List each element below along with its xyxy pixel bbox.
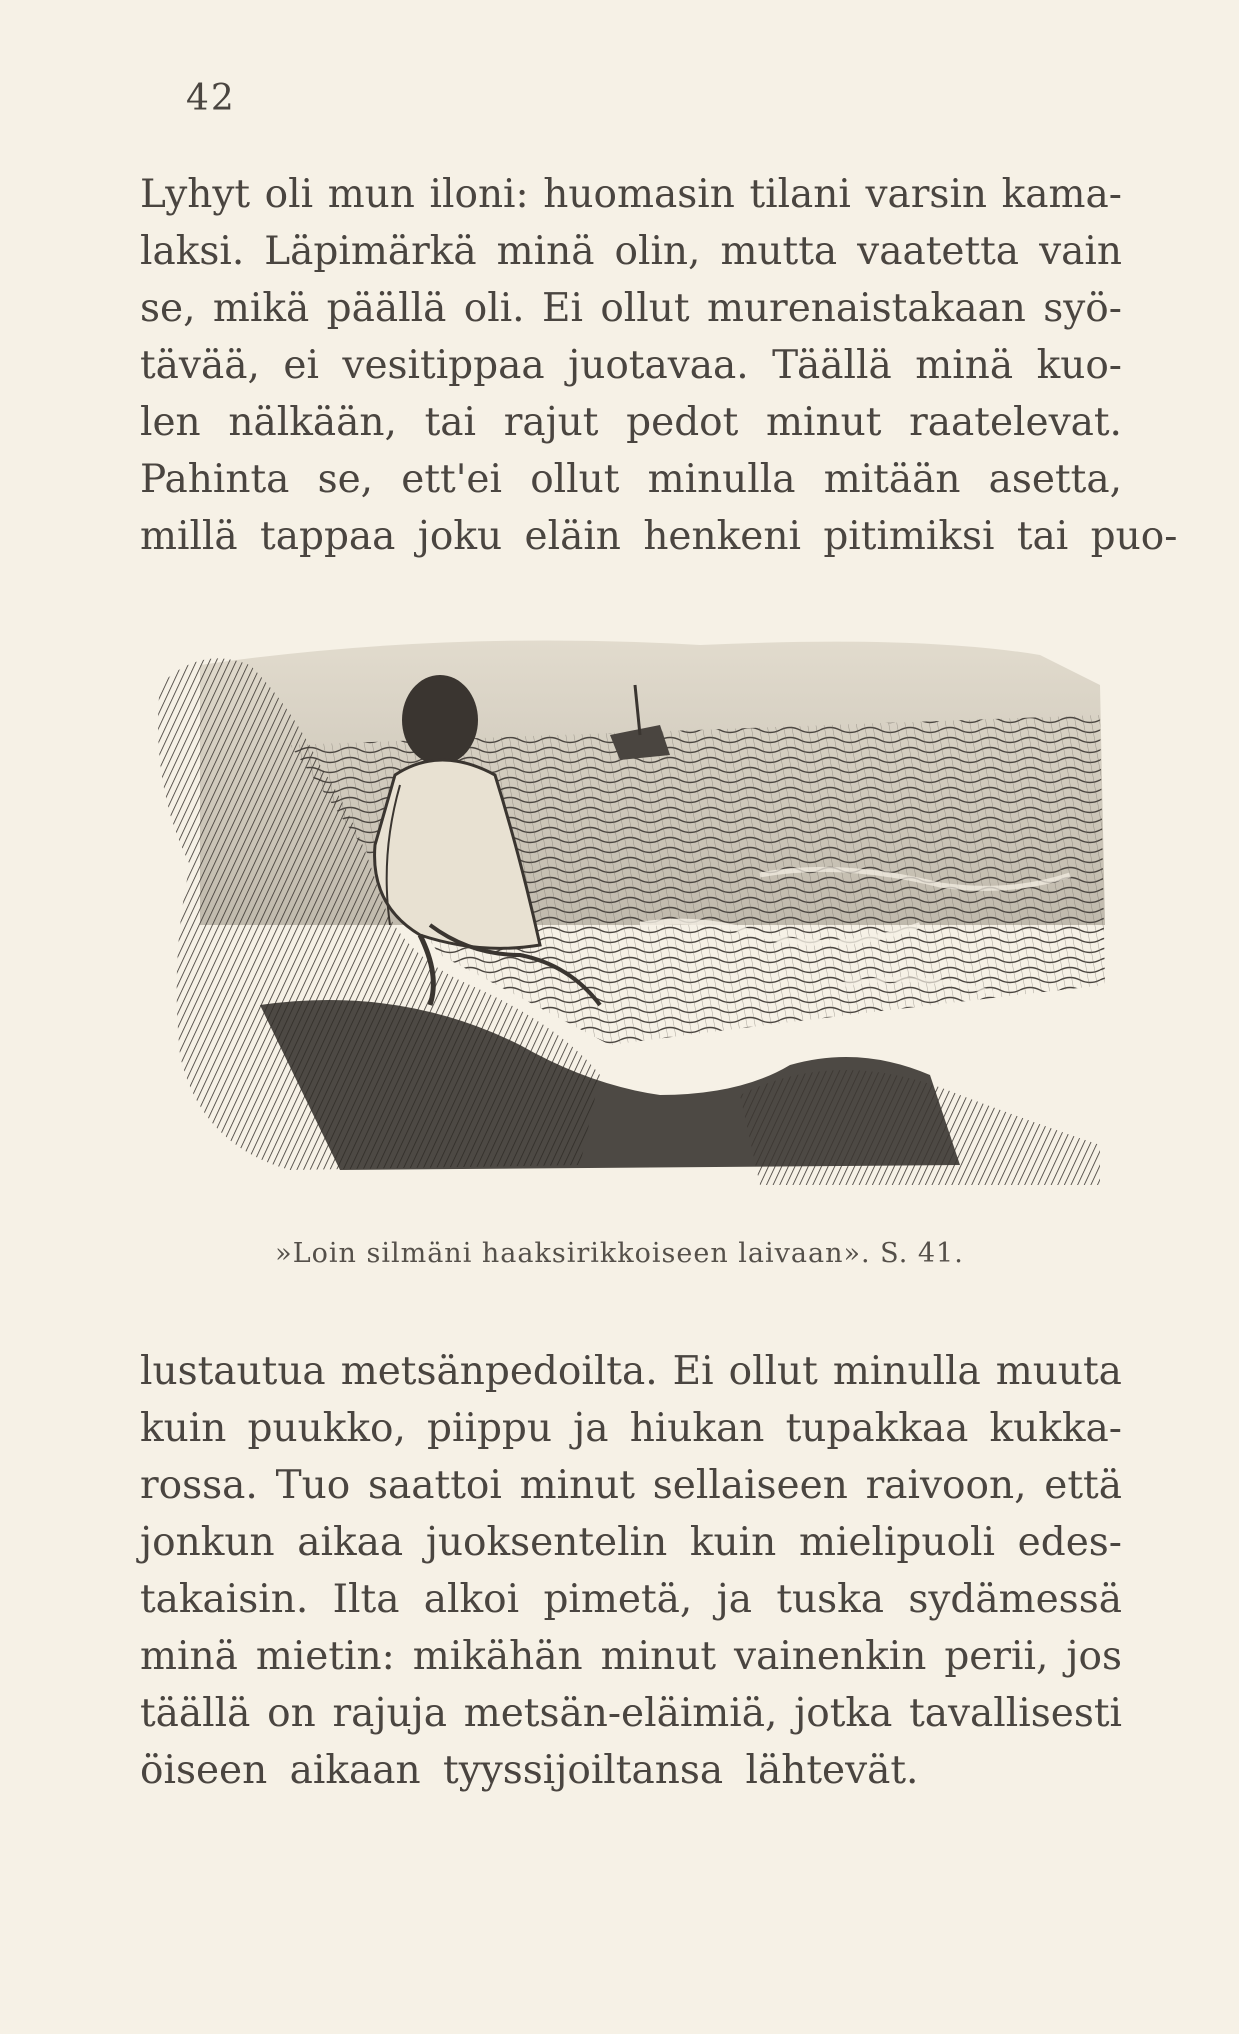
- text-line: lustautua metsänpedoilta. Ei ollut minulla muuta: [140, 1349, 1122, 1394]
- illustration-caption: »Loin silmäni haaksirikkoiseen laivaan». S. 41.: [275, 1238, 964, 1269]
- text-line: minä mietin: mikähän minut vainenkin perii, jos: [140, 1634, 1122, 1679]
- page-number: 42: [186, 78, 236, 119]
- text-line: jonkun aikaa juoksentelin kuin mielipuoli edes-: [140, 1520, 1122, 1565]
- text-line: öiseen aikaan tyyssijoiltansa lähtevät.: [140, 1748, 919, 1793]
- text-line: tävää, ei vesitippaa juotavaa. Täällä minä kuo-: [140, 343, 1122, 388]
- bottom-paragraph: [140, 1343, 1122, 1799]
- text-line: takaisin. Ilta alkoi pimetä, ja tuska sydämessä: [140, 1577, 1122, 1622]
- text-line: rossa. Tuo saattoi minut sellaiseen raivoon, että: [140, 1463, 1122, 1508]
- text-line: kuin puukko, piippu ja hiukan tupakkaa kukka-: [140, 1406, 1122, 1451]
- text-line: Lyhyt oli mun iloni: huomasin tilani varsin kama-: [140, 172, 1122, 217]
- text-line: se, mikä päällä oli. Ei ollut murenaistakaan syö-: [140, 286, 1122, 331]
- text-line: millä tappaa joku eläin henkeni pitimiksi tai puo-: [140, 514, 1178, 559]
- top-paragraph: [140, 166, 1178, 565]
- text-line: laksi. Läpimärkä minä olin, mutta vaatetta vain: [140, 229, 1122, 274]
- text-line: Pahinta se, ett'ei ollut minulla mitään asetta,: [140, 457, 1122, 502]
- text-line: täällä on rajuja metsän-eläimiä, jotka tavallisesti: [140, 1691, 1122, 1736]
- shipwreck-engraving: [140, 625, 1120, 1185]
- text-line: len nälkään, tai rajut pedot minut raatelevat.: [140, 400, 1122, 445]
